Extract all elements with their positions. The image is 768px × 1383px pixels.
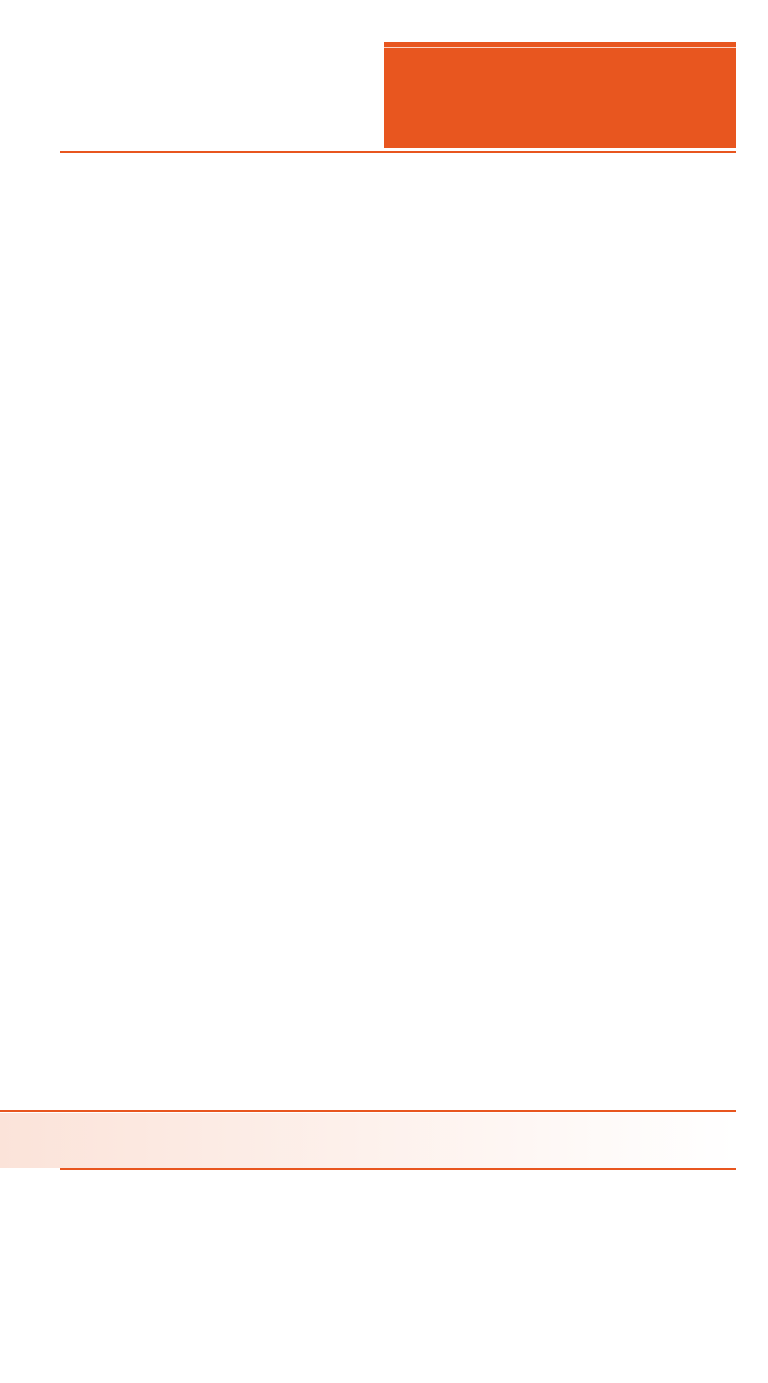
- combo-bottom-rule: [60, 1168, 736, 1170]
- combo-top-rule: [0, 1110, 736, 1112]
- dipping-sauces-box: [384, 42, 736, 148]
- combo-band: [0, 1113, 736, 1168]
- header-rule: [60, 151, 736, 153]
